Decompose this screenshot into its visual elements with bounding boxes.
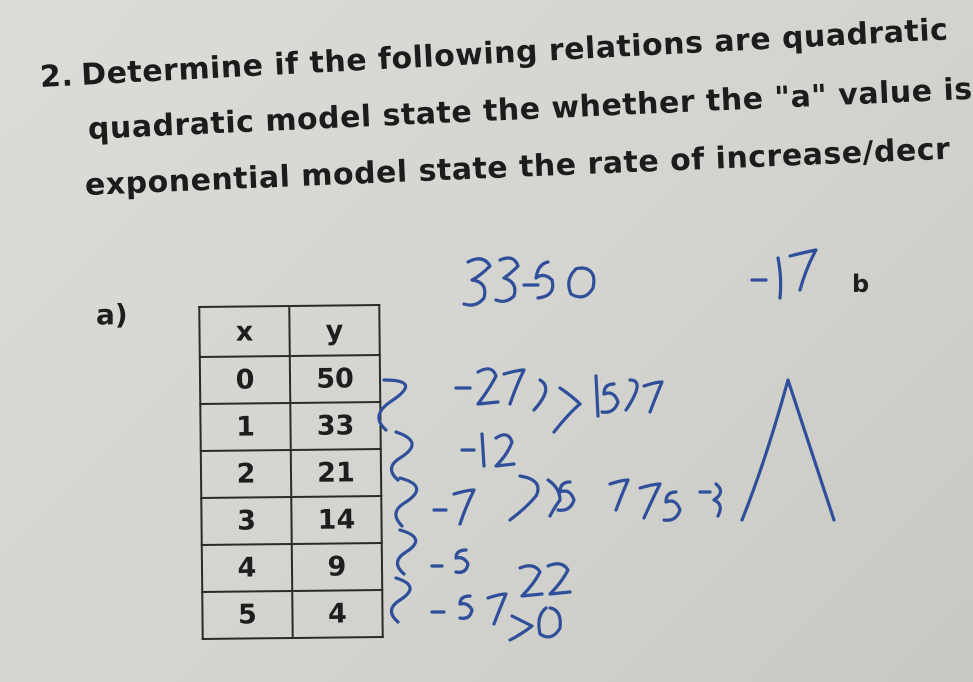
hand-scribble-top-left	[464, 258, 594, 305]
cell-y: 14	[291, 496, 381, 544]
hand-bracket-3	[396, 478, 417, 526]
question-line-3: exponential model state the rate of increase/decr	[84, 131, 952, 203]
hand-second-diff-4	[510, 608, 560, 640]
hand-diff-2	[462, 434, 514, 466]
part-a-label: a)	[96, 298, 128, 331]
cell-y: 9	[292, 543, 382, 591]
hand-diff-3	[434, 490, 474, 524]
hand-bracket-4	[397, 530, 415, 574]
cell-x: 4	[202, 544, 292, 592]
hand-diff-5	[432, 594, 506, 624]
cell-x: 0	[200, 356, 290, 404]
cell-y: 50	[290, 355, 380, 403]
cell-x: 5	[202, 591, 292, 639]
hand-bracket-2	[391, 432, 412, 480]
hand-ratio-1	[626, 380, 662, 412]
hand-second-diff-2	[510, 476, 628, 520]
part-b-label: b	[852, 270, 870, 298]
hand-diff-1	[456, 369, 524, 404]
cell-x: 1	[200, 403, 290, 451]
question-line-1-text: Determine if the following relations are quadratic	[80, 12, 950, 93]
question-line-2: quadratic model state the whether the "a" value is	[87, 71, 973, 147]
hand-second-diff-1	[534, 376, 618, 432]
cell-y: 33	[290, 402, 380, 450]
header-x: x	[199, 306, 290, 357]
hand-curve-sketch	[742, 380, 834, 520]
hand-diff-4	[432, 550, 468, 572]
hand-bracket-5	[391, 578, 410, 622]
hand-second-diff-3	[520, 564, 570, 596]
question-number: 2.	[39, 58, 75, 95]
cell-x: 3	[201, 497, 291, 545]
hand-bracket-1	[379, 380, 406, 430]
cell-y: 4	[292, 590, 382, 638]
cell-y: 21	[291, 449, 381, 497]
header-y: y	[289, 305, 380, 356]
hand-ratio-2	[640, 484, 721, 520]
cell-x: 2	[201, 450, 291, 498]
hand-scribble-top-right	[752, 250, 816, 298]
